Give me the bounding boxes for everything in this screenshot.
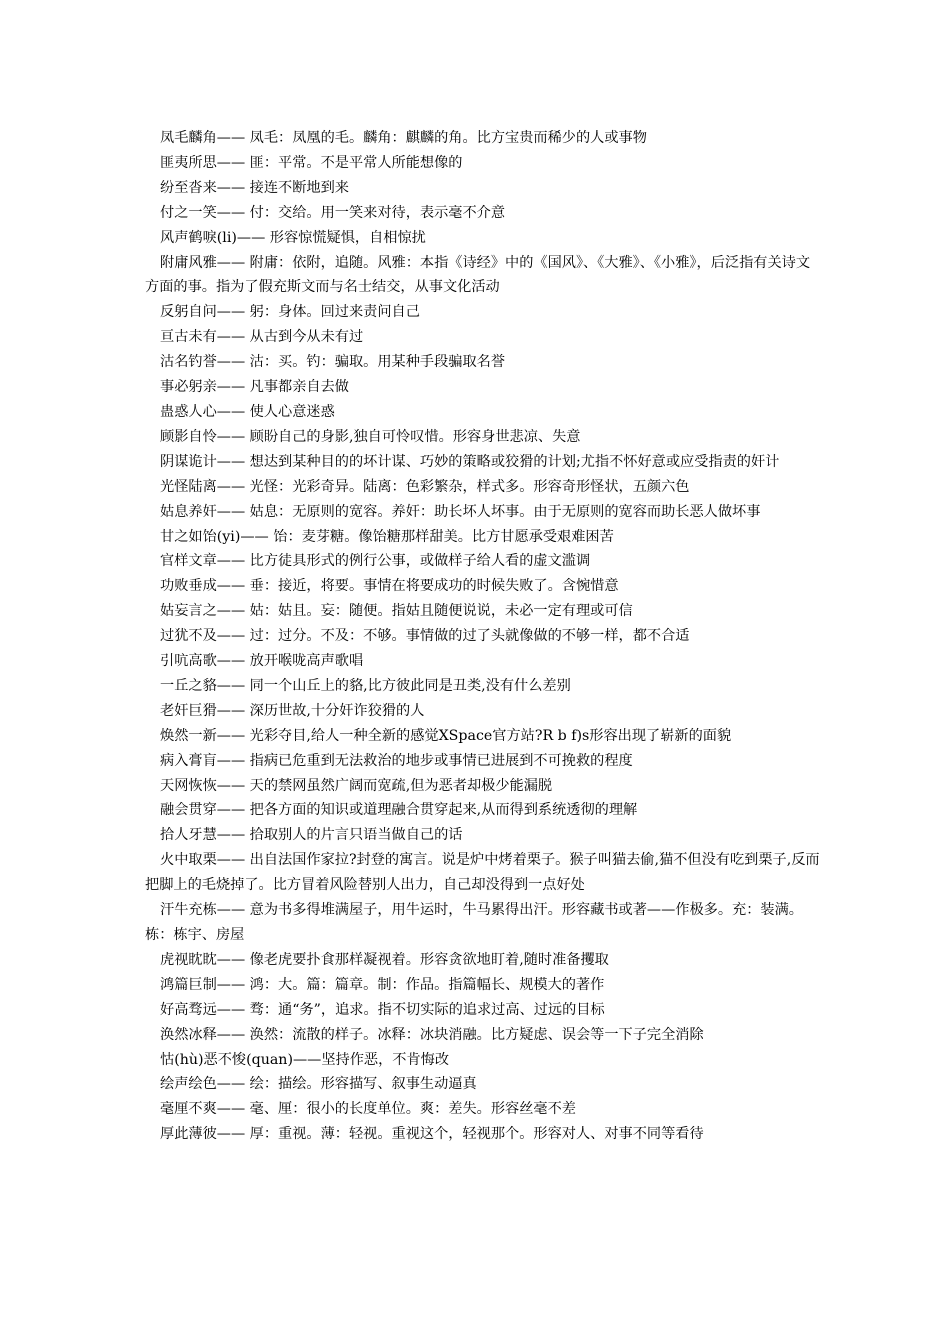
idiom-entry: 姑妄言之—— 姑：姑且。妄：随便。指姑且随便说说，未必一定有理或可信 bbox=[160, 603, 633, 620]
idiom-entry: 付之一笑—— 付：交给。用一笑来对待，表示毫不介意 bbox=[160, 204, 506, 221]
idiom-entry: 风声鹤唳(li)—— 形容惊慌疑惧，自相惊扰 bbox=[160, 229, 426, 246]
idiom-entry: 涣然冰释—— 涣然：流散的样子。冰释：冰块消融。比方疑虑、误会等一下子完全消除 bbox=[160, 1026, 704, 1043]
idiom-entry: 凤毛麟角—— 凤毛：凤凰的毛。麟角：麒麟的角。比方宝贵而稀少的人或事物 bbox=[160, 130, 647, 146]
idiom-entry: 功败垂成—— 垂：接近，将要。事情在将要成功的时候失败了。含惋惜意 bbox=[160, 578, 619, 595]
idiom-entry: 厚此薄彼—— 厚：重视。薄：轻视。重视这个，轻视那个。形容对人、对事不同等看待 bbox=[160, 1126, 704, 1143]
idiom-entry: 纷至沓来—— 接连不断地到来 bbox=[160, 179, 349, 196]
idiom-entry: 亘古未有—— 从古到今从未有过 bbox=[160, 329, 364, 346]
idiom-entry: 沽名钓誉—— 沽：买。钓：骗取。用某种手段骗取名誉 bbox=[160, 354, 506, 371]
idiom-entry: 火中取栗—— 出自法国作家拉?封登的寓言。说是炉中烤着栗子。猴子叫猫去偷,猫不但没有吃到栗子,反而把脚上的毛烧掉了。比方冒着风险替别人出力，自己却没得到一点好处 bbox=[145, 852, 820, 894]
idiom-entry: 怙(hù)恶不悛(quan)——坚持作恶，不肯悔改 bbox=[160, 1051, 450, 1068]
idiom-entry: 甘之如饴(yi)—— 饴：麦芽糖。像饴糖那样甜美。比方甘愿承受艰难困苦 bbox=[160, 528, 614, 545]
idiom-entry: 官样文章—— 比方徒具形式的例行公事，或做样子给人看的虚文滥调 bbox=[160, 553, 591, 570]
idiom-entry: 融会贯穿—— 把各方面的知识或道理融合贯穿起来,从而得到系统透彻的理解 bbox=[160, 802, 638, 819]
idiom-entry: 汗牛充栋—— 意为书多得堆满屋子，用牛运时，牛马累得出汗。形容藏书或著——作极多。充：装满。栋：栋宇、房屋 bbox=[145, 902, 803, 943]
idiom-entry: 天网恢恢—— 天的禁网虽然广阔而宽疏,但为恶者却极少能漏脱 bbox=[160, 777, 553, 794]
idiom-entry: 引吭高歌—— 放开喉咙高声歌唱 bbox=[160, 653, 364, 670]
idiom-entry: 老奸巨猾—— 深历世故,十分奸诈狡猾的人 bbox=[160, 702, 425, 719]
idiom-entry: 蛊惑人心—— 使人心意迷惑 bbox=[160, 403, 335, 420]
idiom-entry: 毫厘不爽—— 毫、厘：很小的长度单位。爽：差失。形容丝毫不差 bbox=[160, 1101, 576, 1118]
idiom-entry: 病入膏肓—— 指病已危重到无法救治的地步或事情已进展到不可挽救的程度 bbox=[160, 752, 633, 769]
idiom-entry: 附庸风雅—— 附庸：依附，追随。风雅：本指《诗经》中的《国风》、《大雅》、《小雅》，后泛指有关诗文方面的事。指为了假充斯文而与名士结交，从事文化活动 bbox=[145, 254, 811, 296]
idiom-entry: 匪夷所思—— 匪：平常。不是平常人所能想像的 bbox=[160, 154, 463, 171]
idiom-entry: 光怪陆离—— 光怪：光彩奇异。陆离：色彩繁杂，样式多。形容奇形怪状，五颜六色 bbox=[160, 478, 690, 495]
idiom-entry: 事必躬亲—— 凡事都亲自去做 bbox=[160, 379, 349, 396]
idiom-entry: 过犹不及—— 过：过分。不及：不够。事情做的过了头就像做的不够一样，都不合适 bbox=[160, 628, 690, 645]
idiom-entry: 绘声绘色—— 绘：描绘。形容描写、叙事生动逼真 bbox=[160, 1076, 477, 1093]
idiom-entry: 反躬自问—— 躬：身体。回过来责问自己 bbox=[160, 304, 420, 321]
idiom-entry: 顾影自怜—— 顾盼自己的身影,独自可怜叹惜。形容身世悲凉、失意 bbox=[160, 428, 581, 445]
idiom-entry: 一丘之貉—— 同一个山丘上的貉,比方彼此同是丑类,没有什么差别 bbox=[160, 677, 571, 694]
idiom-entry: 拾人牙慧—— 拾取别人的片言只语当做自己的话 bbox=[160, 827, 463, 844]
idiom-entry: 姑息养奸—— 姑息：无原则的宽容。养奸：助长坏人坏事。由于无原则的宽容而助长恶人做坏事 bbox=[160, 503, 761, 520]
idiom-entry: 焕然一新—— 光彩夺目,给人一种全新的感觉XSpace官方站?R b f)s形容出现了崭新的面貌 bbox=[160, 727, 732, 744]
idiom-entry: 虎视眈眈—— 像老虎要扑食那样凝视着。形容贪欲地盯着,随时准备攫取 bbox=[160, 951, 609, 968]
idiom-entry: 鸿篇巨制—— 鸿：大。篇：篇章。制：作品。指篇幅长、规模大的著作 bbox=[160, 976, 605, 993]
idiom-entry: 阴谋诡计—— 想达到某种目的的坏计谋、巧妙的策略或狡猾的计划;尤指不怀好意或应受指责的奸计 bbox=[160, 453, 780, 470]
idiom-entry: 好高骛远—— 骛：通“务”，追求。指不切实际的追求过高、过远的目标 bbox=[160, 1001, 605, 1018]
